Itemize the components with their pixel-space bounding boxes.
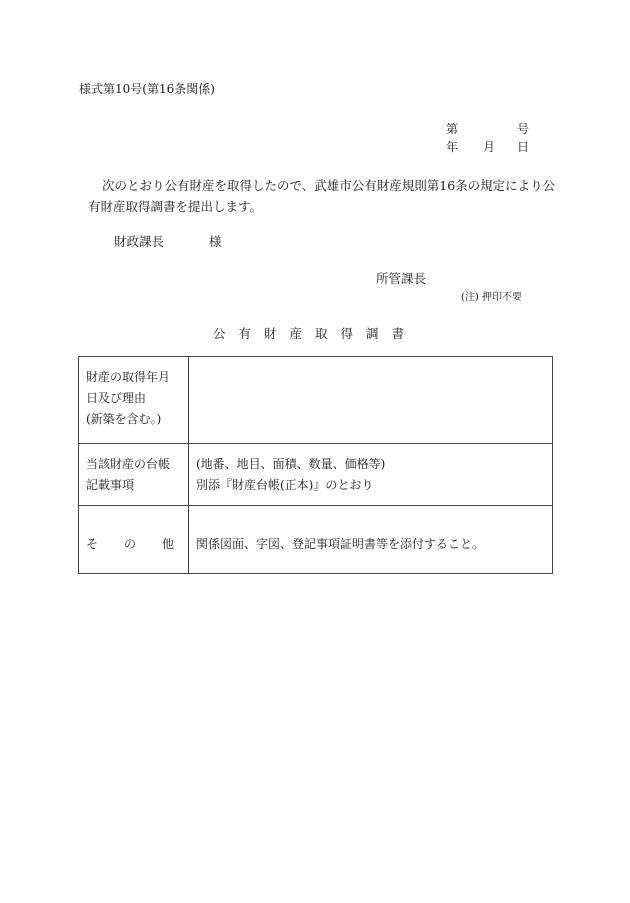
row1-label: [79, 357, 189, 444]
addressee-title: 財政課長: [114, 234, 165, 249]
seal-note: (注) 押印不要: [461, 292, 522, 303]
date-month-label: 月: [483, 140, 496, 154]
row3-label-char: 他: [161, 537, 174, 551]
row3-label-spaced: [86, 534, 174, 555]
acquisition-table: [78, 356, 553, 574]
row3-label-char: の: [123, 537, 136, 551]
row2-value[interactable]: [189, 444, 553, 506]
number-go-label: 号: [517, 122, 530, 136]
table-row: [79, 444, 553, 506]
addressee-honorific: 様: [209, 234, 222, 249]
addressee: [114, 232, 222, 250]
intro-paragraph: 次のとおり公有財産を取得したので、武雄市公有財産規則第16条の規定により公有財産取得調書を提出します。: [88, 178, 556, 214]
date-year-label: 年: [446, 140, 459, 154]
row1-label-line: 日及び理由: [86, 391, 147, 405]
row1-label-line: 財産の取得年月: [86, 370, 171, 384]
row2-label-line: 記載事項: [86, 478, 135, 492]
table-row: [79, 506, 553, 574]
table-row: [79, 357, 553, 444]
row3-label: [79, 506, 189, 574]
row2-value-line: 別添『財産台帳(正本)』のとおり: [196, 478, 374, 492]
row3-value[interactable]: 関係図面、字図、登記事項証明書等を添付すること。: [189, 506, 553, 574]
date-day-label: 日: [517, 140, 530, 154]
row2-label: [79, 444, 189, 506]
row2-label-line: 当該財産の台帳: [86, 457, 171, 471]
row1-label-line: (新築を含む。): [86, 412, 162, 426]
department-head: 所管課長: [376, 271, 427, 286]
row2-value-line: (地番、地目、面積、数量、価格等): [196, 457, 386, 471]
row1-value[interactable]: [189, 357, 553, 444]
document-title: 公有財産取得調書: [212, 326, 417, 341]
row3-label-char: そ: [86, 537, 99, 551]
form-number: 様式第10号(第16条関係): [79, 82, 215, 96]
number-dai-label: 第: [446, 122, 459, 136]
